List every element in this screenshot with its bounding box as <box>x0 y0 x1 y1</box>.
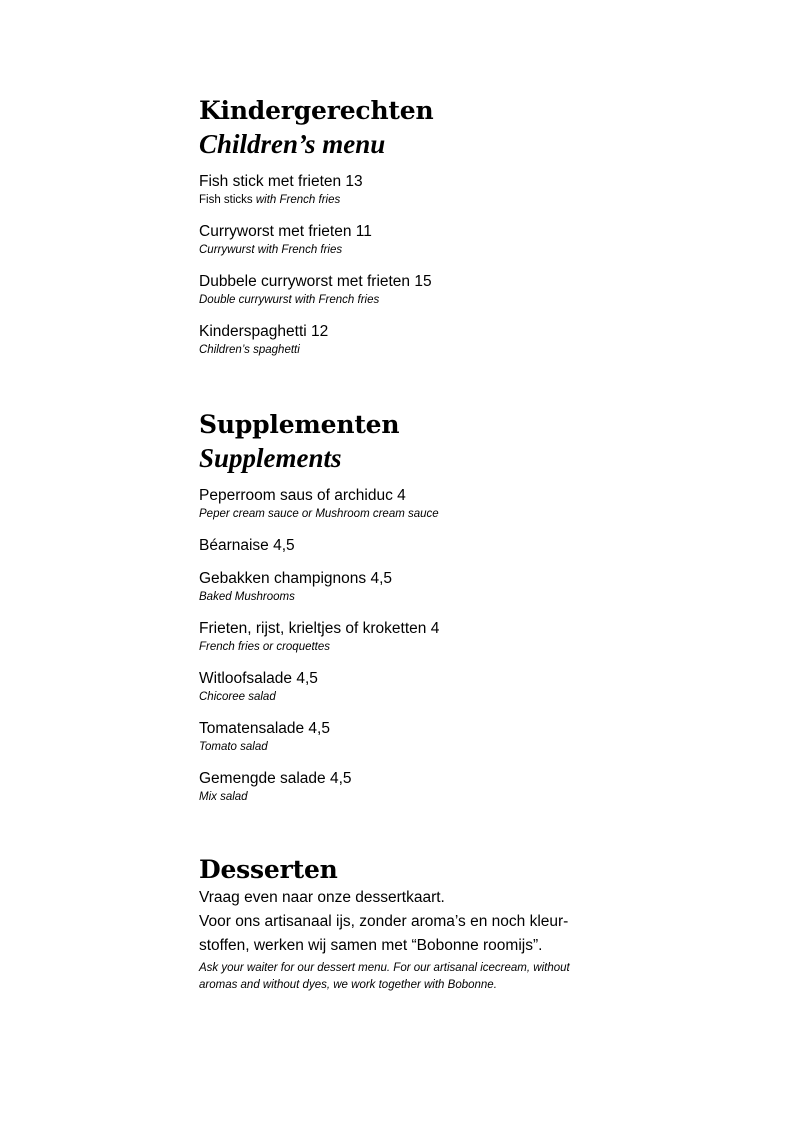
menu-item <box>199 271 639 309</box>
menu-item <box>199 171 639 209</box>
desserts-section <box>199 854 639 994</box>
menu-item-translation: Tomato salad <box>199 741 268 753</box>
menu-item-translation: Currywurst with French fries <box>199 244 343 256</box>
children-menu-title: Kindergerechten <box>199 96 434 125</box>
desserts-line: Voor ons artisanaal ijs, zonder aroma’s en noch kleur- <box>199 913 569 930</box>
menu-item <box>199 768 639 806</box>
section-spacer <box>199 371 639 409</box>
menu-item-translation: French fries or croquettes <box>199 641 331 653</box>
menu-item-translation: Double currywurst with French fries <box>199 294 380 306</box>
menu-item <box>199 668 639 706</box>
desserts-translation-line: aromas and without dyes, we work together with Bobonne. <box>199 979 497 991</box>
menu-item-name: Béarnaise 4,5 <box>199 537 295 554</box>
menu-item <box>199 718 639 756</box>
supplements-section <box>199 409 639 806</box>
menu-item-name: Curryworst met frieten 11 <box>199 223 372 240</box>
desserts-translation-line: Ask your waiter for our dessert menu. For our artisanal icecream, without <box>199 962 570 974</box>
menu-item-translation: Peper cream sauce or Mushroom cream sauce <box>199 508 439 520</box>
menu-item-name: Frieten, rijst, krieltjes of kroketten 4 <box>199 620 440 637</box>
children-menu-subtitle: Children’s menu <box>199 129 386 159</box>
desserts-line: Vraag even naar onze dessertkaart. <box>199 889 445 906</box>
menu-item <box>199 568 639 606</box>
menu-item-name: Tomatensalade 4,5 <box>199 720 330 737</box>
desserts-translation <box>199 960 639 994</box>
children-menu-section <box>199 95 639 359</box>
desserts-title: Desserten <box>199 855 338 884</box>
menu-item-translation-plain: Fish sticks <box>199 194 256 206</box>
menu-item-name: Fish stick met frieten 13 <box>199 173 363 190</box>
menu-item <box>199 321 639 359</box>
menu-item-translation: Chicoree salad <box>199 691 276 703</box>
menu-item-translation <box>199 192 639 209</box>
menu-item-translation: Mix salad <box>199 791 248 803</box>
menu-item-translation-italic: with French fries <box>255 194 341 206</box>
menu-item-name: Gemengde salade 4,5 <box>199 770 352 787</box>
menu-item-translation: Baked Mushrooms <box>199 591 295 603</box>
supplements-subtitle: Supplements <box>199 443 342 473</box>
desserts-line: stoffen, werken wij samen met “Bobonne roomijs”. <box>199 937 543 954</box>
menu-item <box>199 535 639 556</box>
menu-page <box>199 95 639 994</box>
menu-item-name: Dubbele curryworst met frieten 15 <box>199 273 432 290</box>
menu-item-name: Witloofsalade 4,5 <box>199 670 318 687</box>
menu-item <box>199 485 639 523</box>
menu-item-name: Kinderspaghetti 12 <box>199 323 329 340</box>
menu-item-translation: Children’s spaghetti <box>199 344 300 356</box>
menu-item <box>199 618 639 656</box>
supplements-title: Supplementen <box>199 410 400 439</box>
menu-item-name: Gebakken champignons 4,5 <box>199 570 393 587</box>
menu-item <box>199 221 639 259</box>
section-spacer <box>199 818 639 854</box>
menu-item-name: Peperroom saus of archiduc 4 <box>199 487 406 504</box>
